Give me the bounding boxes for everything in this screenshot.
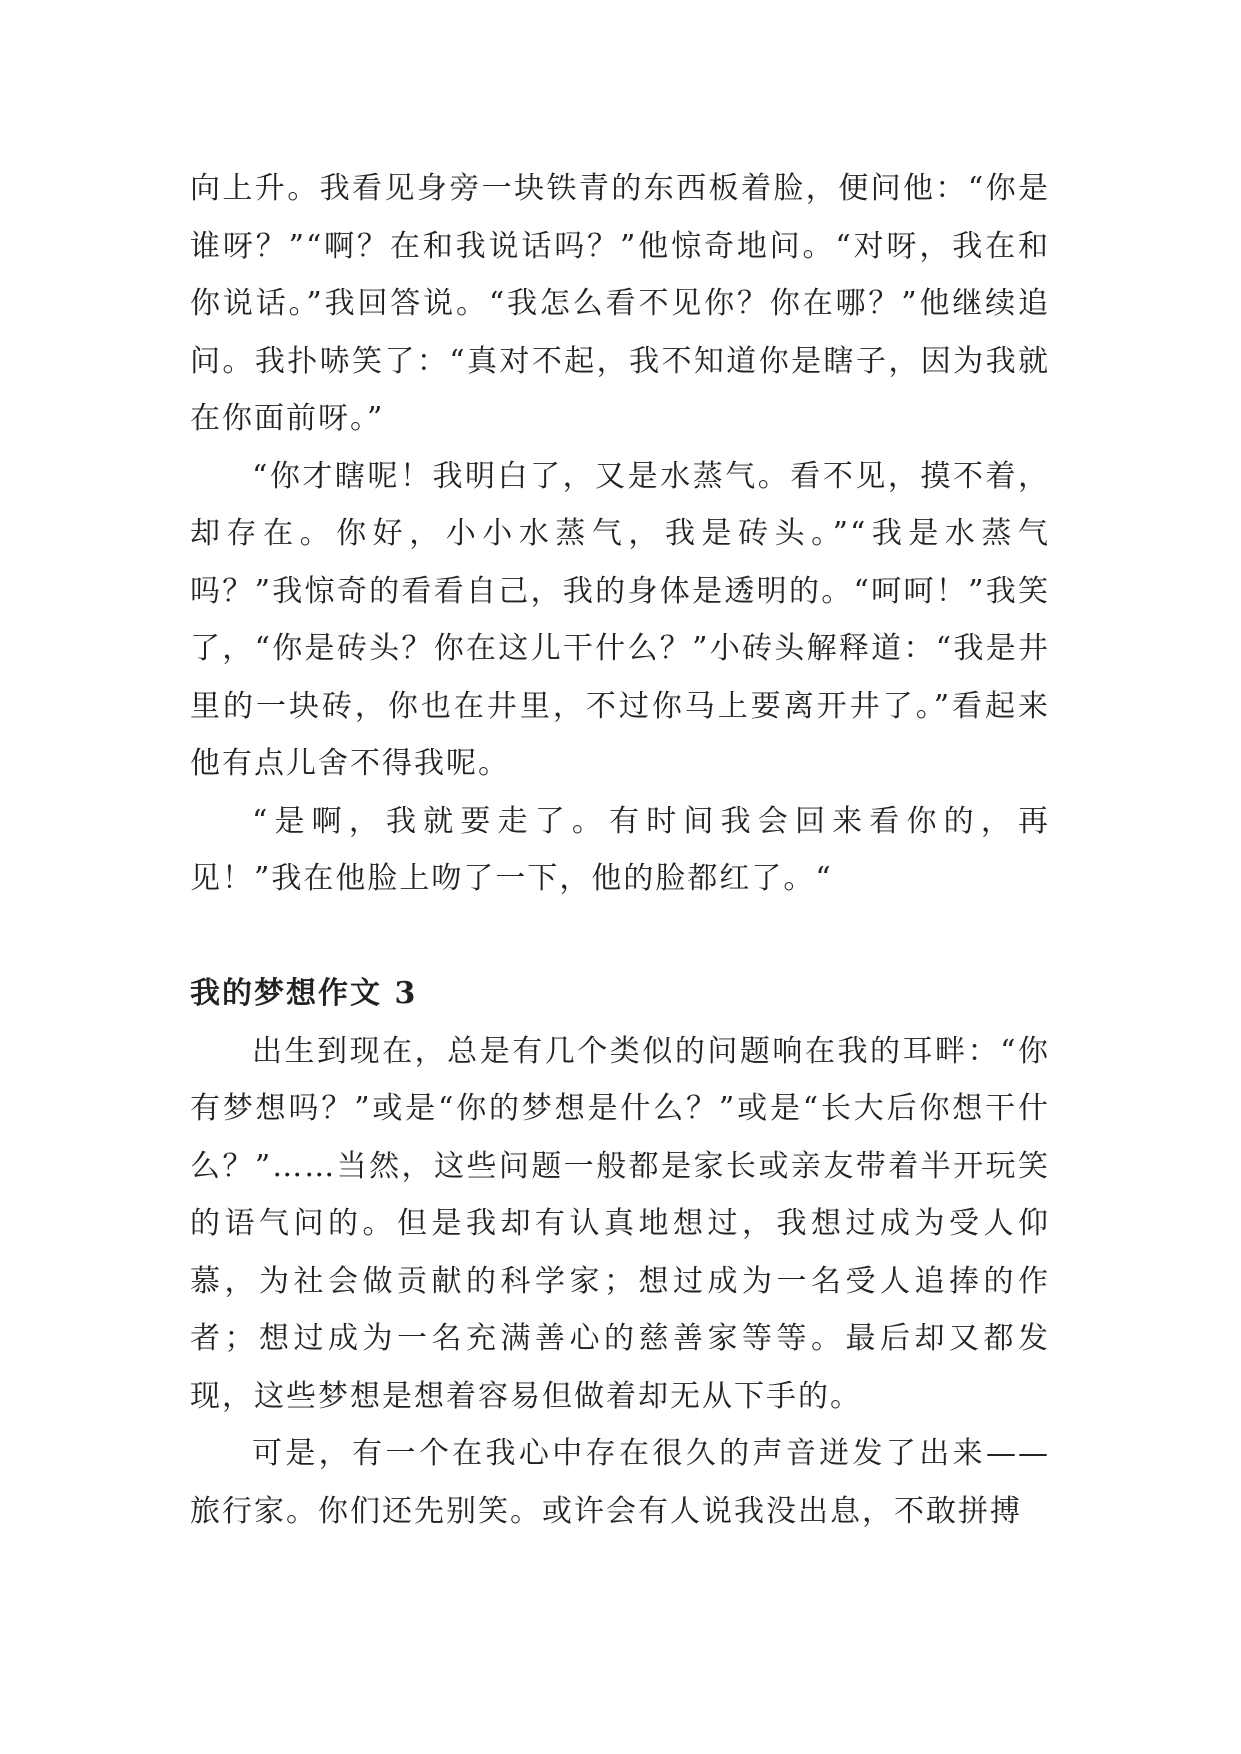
section-gap — [190, 908, 1050, 966]
paragraph-continuation: 向上升。我看见身旁一块铁青的东西板着脸，便问他：“你是谁呀？”“啊？在和我说话吗？”他惊奇地问。“对呀，我在和你说话。”我回答说。“我怎么看不见你？你在哪？”他继续追问。我扑哧笑了：“真对不起，我不知道你是瞎子，因为我就在你面前呀。” — [190, 171, 1050, 436]
paragraph-brick-dialogue: “你才瞎呢！我明白了，又是水蒸气。看不见，摸不着，却存在。你好，小小水蒸气，我是砖头。”“我是水蒸气吗？”我惊奇的看看自己，我的身体是透明的。“呵呵！”我笑了，“你是砖头？你在这儿干什么？”小砖头解释道：“我是井里的一块砖，你也在井里，不过你马上要离开井了。”看起来他有点儿舍不得我呢。 — [190, 458, 1050, 781]
paragraph-farewell: “是啊，我就要走了。有时间我会回来看你的，再见！”我在他脸上吻了一下，他的脸都红了。“ — [190, 803, 1050, 896]
paragraph-traveler: 可是，有一个在我心中存在很久的声音迸发了出来——旅行家。你们还先别笑。或许会有人说我没出息，不敢拼搏 — [190, 1436, 1050, 1529]
section-title: 我的梦想作文 3 — [190, 976, 418, 1011]
document-page — [190, 160, 1050, 1540]
paragraph-dreams: 出生到现在，总是有几个类似的问题响在我的耳畔：“你有梦想吗？”或是“你的梦想是什么？”或是“长大后你想干什么？”……当然，这些问题一般都是家长或亲友带着半开玩笑的语气问的。但是我却有认真地想过，我想过成为受人仰慕，为社会做贡献的科学家；想过成为一名受人追捧的作者；想过成为一名充满善心的慈善家等等。最后却又都发现，这些梦想是想着容易但做着却无从下手的。 — [190, 1033, 1050, 1414]
